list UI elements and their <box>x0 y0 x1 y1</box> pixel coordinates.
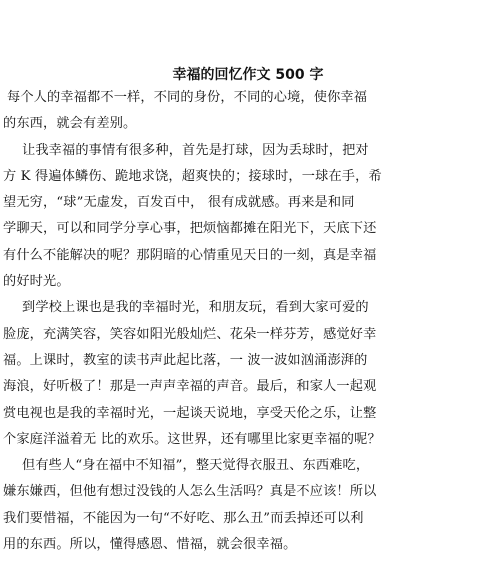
text-line: 的好时光。 <box>3 274 70 290</box>
document-title: 幸福的回忆作文 500 字 <box>172 67 324 83</box>
text-line: 赏电视也是我的幸福时光，一起谈天说地，享受天伦之乐，让整 <box>3 405 377 421</box>
text-line: 个家庭洋溢着无 比的欢乐。这世界，还有哪里比家更幸福的呢？ <box>3 431 381 447</box>
document-body <box>3 85 427 558</box>
text-line: 海浪，好听极了！那是一声声幸福的声音。最后，和家人一起观 <box>3 379 377 395</box>
text-line: 有什么不能解决的呢？那阴暗的心情重见天日的一刻，真是幸福 <box>3 247 377 263</box>
text-line: 嫌东嫌西，但他有想过没钱的人怎么生活吗？真是不应该！所以 <box>3 484 377 500</box>
text-line: 每个人的幸福都不一样，不同的身份，不同的心境，使你幸福 <box>7 90 368 105</box>
text-line: 的东西，就会有差别。 <box>3 116 137 132</box>
text-line: 脸庞，充满笑容，笑容如阳光般灿烂、花朵一样芬芳，感觉好幸 <box>3 326 377 342</box>
text-line: 我们要惜福，不能因为一句“不好吃、那么丑”而丢掉还可以利 <box>3 510 364 526</box>
text-line: 让我幸福的事情有很多种，首先是打球，因为丢球时，把对 <box>22 142 369 158</box>
text-line: 望无穷，“球”无虚发，百发百中， 很有成就感。再来是和同 <box>3 195 355 211</box>
text-line: 福。上课时，教室的读书声此起比落，一 波一波如汹涌澎湃的 <box>3 352 368 368</box>
text-line: 到学校上课也是我的幸福时光，和朋友玩，看到大家可爱的 <box>22 300 369 316</box>
text-line: 用的东西。所以，懂得感恩、惜福，就会很幸福。 <box>3 537 297 553</box>
text-line: 学聊天，可以和同学分享心事，把烦恼都摊在阳光下，天底下还 <box>3 221 377 237</box>
text-line: 但有些人“身在福中不知福”，整天觉得衣服丑、东西难吃， <box>22 458 370 474</box>
text-line: 方 K 得遍体鳞伤、跪地求饶，超爽快的；接球时，一球在手，希 <box>3 168 382 184</box>
